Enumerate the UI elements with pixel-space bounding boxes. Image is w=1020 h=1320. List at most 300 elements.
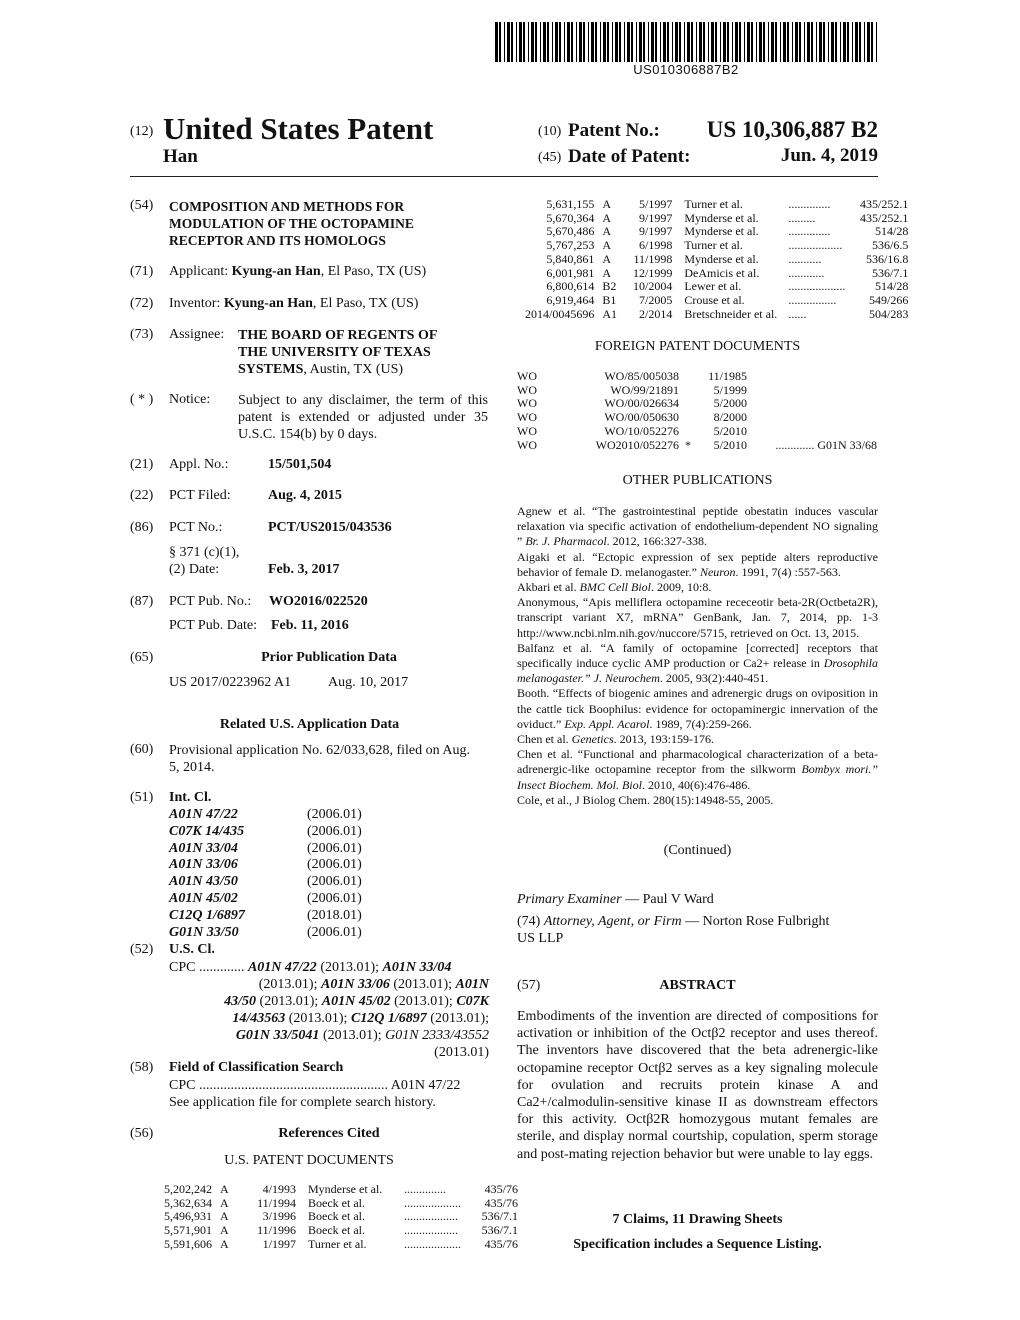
barcode-bar [747,22,750,62]
ref-class: 435/76 [484,1182,518,1196]
attorney-label: Attorney, Agent, or Firm [543,914,682,929]
ref-country: WO [517,382,537,397]
reference-row [160,1197,518,1211]
cpc-label: CPC [169,1078,196,1093]
ref-number: 5,362,634 [164,1195,212,1210]
publication-text: . 1989, 7(4):259-266. [649,716,752,731]
title-line: COMPOSITION AND METHODS FOR [169,199,405,214]
ref-number: 5,631,155 [546,197,595,211]
foreign-references [517,370,877,452]
prior-pub-heading: Prior Publication Data [261,650,397,665]
ref-class: 536/16.8 [866,251,909,266]
pct-no: PCT/US2015/043536 [268,520,392,535]
assignee-line: THE UNIVERSITY OF TEXAS [238,345,431,360]
barcode-bar [756,22,757,62]
ref-kind: A [602,224,612,239]
ref-country: WO [517,410,537,425]
inventor-field [169,296,418,312]
dot-leader: ................... [788,279,846,294]
int-cl-version: (2006.01) [307,874,362,890]
code-86: (86) [130,520,154,535]
cpc-line [169,959,489,976]
patent-no-label: Patent No.: [568,120,660,141]
reference-row [160,1183,518,1197]
provisional-text [169,742,470,776]
int-cl-row [169,925,429,942]
ref-country: WO [517,396,537,411]
patent-date: Jun. 4, 2019 [780,145,878,166]
barcode-bar [795,22,798,62]
attorney-firm: — Norton Rose Fulbright [681,914,830,929]
publication [517,550,878,580]
cpc-line [169,1010,489,1027]
ref-date: 11/1998 [633,251,673,266]
barcode-bar [864,22,865,62]
publication-journal: Neuron [699,564,736,579]
barcode-bar [735,22,738,62]
ref-kind: A [220,1236,229,1251]
code-51: (51) [130,790,154,805]
barcode-bar [787,22,789,62]
ref-class: 549/266 [869,292,909,307]
barcode-bar [720,22,721,62]
foreign-row [517,425,877,439]
code-56: (56) [130,1126,154,1141]
barcode-bar [867,22,870,62]
barcode-bar [643,22,645,62]
document-number: US010306887B2 [633,62,739,77]
reference-row [525,267,908,281]
barcode-bar [775,22,777,62]
barcode-bar [763,22,765,62]
barcode-bar [823,22,825,62]
barcode-bar [799,22,801,62]
barcode-bar [744,22,745,62]
prior-pub-date: Aug. 10, 2017 [328,675,409,690]
barcode-bar [699,22,702,62]
barcode-bar [715,22,717,62]
barcode-bar [564,22,565,62]
int-cl-version: (2018.01) [307,907,362,923]
barcode-bar [651,22,654,62]
barcode-bar [571,22,573,62]
barcode-bar [648,22,649,62]
ref-number: 5,496,931 [164,1209,212,1224]
pct-pub-date: Feb. 11, 2016 [271,618,349,633]
assignee-line: THE BOARD OF REGENTS OF [238,328,438,343]
barcode-bar [687,22,690,62]
ref-kind: A [220,1223,229,1238]
cpc-code: G01N 2333/43552 [385,1028,489,1043]
ref-number: 6,800,614 [546,279,595,294]
ref-star [679,397,697,411]
publication [517,595,878,641]
header-rule [130,176,878,177]
abstract-text: Embodiments of the invention are directed of compositions for activation or inhibition of the Octβ2 receptor and uses thereof. The inventors have discovered that the beta adrenergic-like octopamine receptor Octβ2 serves as a key signaling molecule for ovulation and recruits protein kinase A and Ca2+/calmodulin-sensitive kinase II as downstream effectors for this activity. Octβ2R homozygous mutant females are sterile, and display normal courtship, copulation, sperm storage and post-mating rejection behavior but were unable to lay eggs. [517,1009,878,1162]
references-heading: References Cited [278,1126,380,1141]
publication-journal: Genetics [571,732,614,747]
ref-star [679,425,697,439]
barcode-bar [675,22,678,62]
ref-class [747,411,877,425]
publication-text: Agnew et al. “The gastrointestinal peptide obestatin induces vascular relaxation via specific activation of endothelium-dependent NO signaling ” [517,504,878,549]
cpc-version: (2013.01); [256,994,322,1009]
publication-journal: Exp. Appl. Acarol [564,716,650,731]
publication-text: . 2010, 40(6):476-486. [641,777,751,792]
pct-pub-date-label: PCT Pub. Date: [169,618,258,633]
date-371-label: (2) Date: [169,562,220,577]
barcode-bar [528,22,529,62]
barcode-bar [576,22,577,62]
barcode-bar [627,22,630,62]
ref-class: 536/7.1 [481,1209,518,1224]
barcode-bar [615,22,618,62]
code-65: (65) [130,650,154,665]
int-cl-version: (2006.01) [307,924,362,940]
dot-leader: ............. [198,960,245,975]
barcode-bar [792,22,793,62]
attorney [517,913,829,947]
barcode-bar [727,22,729,62]
reference-row [525,198,908,212]
barcode-bar [631,22,633,62]
inventor-surname: Han [163,146,198,167]
ref-number: 5,591,606 [164,1236,212,1251]
cpc-code: A01N [455,977,489,992]
attorney-line [517,913,829,930]
int-cl-version: (2006.01) [307,807,362,822]
int-cl-row [169,874,429,891]
barcode-bar [696,22,697,62]
barcode-bar [495,22,498,62]
barcode-bar [711,22,714,62]
ref-name: Lewer et al. [684,279,742,294]
barcode-bar [567,22,570,62]
barcode-bar [591,22,594,62]
patent-number: US 10,306,887 B2 [706,117,878,142]
us-patent-docs-heading: U.S. PATENT DOCUMENTS [224,1153,394,1168]
ref-number: WO/99/21891 [610,382,679,397]
barcode-bar [511,22,513,62]
provisional-line: Provisional application No. 62/033,628, filed on Aug. [169,743,470,758]
barcode-bar [703,22,705,62]
code-10: (10) [538,124,562,139]
ref-date: 11/1994 [257,1195,296,1210]
ref-number: 5,767,253 [546,238,595,253]
ref-date: 3/1996 [262,1209,296,1224]
code-58: (58) [130,1060,154,1075]
applicant-label: Applicant: [169,264,229,279]
attorney-line: US LLP [517,931,564,946]
publication-text: . 1991, 7(4) :557-563. [735,564,841,579]
us-references-left [160,1183,518,1252]
barcode-bar [535,22,537,62]
code-71: (71) [130,264,154,279]
prior-pub-number: US 2017/0223962 A1 [169,675,292,690]
barcode [493,22,879,62]
reference-row [525,225,908,239]
ref-date: 6/1998 [639,238,673,253]
cpc-code: A01N 33/04 [382,960,452,975]
ref-date: 5/2000 [713,396,747,411]
cpc-code: C12Q 1/6897 [350,1011,427,1026]
ref-kind: B1 [602,292,617,307]
ref-kind: A [220,1182,229,1196]
barcode-bar [559,22,561,62]
barcode-bar [555,22,558,62]
barcode-bar [819,22,822,62]
ref-date: 5/1999 [713,382,747,397]
ref-date: 11/1996 [257,1223,296,1238]
int-cl-row [169,841,429,858]
notice-label: Notice: [169,392,211,407]
ref-date: 12/1999 [633,265,673,280]
date-371: Feb. 3, 2017 [268,562,340,577]
ref-date: 9/1997 [639,224,673,239]
ref-number: 2014/0045696 [525,306,595,321]
reference-row [525,294,908,308]
cpc-version: (2013.01); [389,977,456,992]
ref-date: 1/1997 [262,1236,296,1251]
barcode-bar [768,22,769,62]
int-cl-code: A01N 33/04 [169,840,238,856]
appl-no-label: Appl. No.: [169,457,229,472]
provisional-line: 5, 2014. [169,760,215,775]
code-12: (12) [130,124,154,139]
us-references-right [525,198,908,321]
barcode-bar [843,22,846,62]
ref-kind: A [602,197,612,211]
barcode-bar [607,22,609,62]
dot-leader: ................ [788,292,837,307]
dot-leader: ...... [788,306,807,321]
inventor-name: Kyung-an Han [223,296,313,311]
barcode-bar [519,22,522,62]
publication-journal: BMC Cell Biol [579,580,651,595]
cpc-code: 14/43563 [232,1011,286,1026]
dot-leader: .............. [788,224,831,239]
publication-text: . 2013, 193:159-176. [613,732,714,747]
foreign-row [517,397,877,411]
appl-no: 15/501,504 [268,457,332,472]
cpc-code: G01N 33/5041 [235,1028,320,1043]
ref-number: 5,670,486 [546,224,595,239]
ref-name: Mynderse et al. [684,224,759,239]
int-cl-version: (2006.01) [307,891,362,906]
publication-text: Balfanz et al. “A family of octopamine [corrected] receptors that specifically induce cyclic AMP production or Ca2+ release in [517,640,878,671]
other-publications [517,504,878,808]
cpc-code: A01N 47/22 [247,960,317,975]
ref-number: 6,919,464 [546,292,595,307]
ref-star [679,384,697,398]
cpc-version: (2013.01); [316,960,383,975]
ref-number: 5,670,364 [546,210,595,225]
publication-text: Cole, et al., J Biolog Chem. 280(15):14948-55, 2005. [517,792,774,807]
search-cpc: A01N 47/22 [390,1078,461,1093]
publication-text: Aigaki et al. “Ectopic expression of sex peptide alters reproductive behavior of female D. melanogaster.” [517,549,878,579]
ref-number: WO2010/052276 [595,437,679,452]
int-cl-code: A01N 33/06 [169,857,238,873]
dot-leader: ...................................................... [198,1078,388,1093]
barcode-bar [543,22,546,62]
int-cl-version: (2006.01) [307,840,362,856]
ref-name: Crouse et al. [684,292,745,307]
ref-name: Boeck et al. [308,1195,365,1210]
us-cl-cpc [169,959,489,1061]
publication [517,793,878,808]
ref-country: WO [517,437,537,452]
assignee-bold: SYSTEMS [238,362,304,377]
barcode-bar [807,22,810,62]
code-87: (87) [130,594,154,609]
code-21: (21) [130,457,154,472]
publication-text: Akbari et al. [517,580,580,595]
cpc-version: (2013.01); [390,994,457,1009]
int-cl-row [169,857,429,874]
reference-row [525,212,908,226]
publication [517,732,878,747]
barcode-bar [780,22,781,62]
applicant-field [169,264,426,280]
int-cl-row [169,807,429,824]
publication-text: Anonymous, “Apis melliflera octopamine receceotir beta-2R(Octbeta2R), transcript variant X7, mRNA” GenBank, Jan. 7, 2014, pp. 1-3 http://www.ncbi.nlm.nih.gov/nuccore/5715, retrieved on Oct. 13, 2015. [517,595,878,640]
barcode-bar [523,22,525,62]
ref-class: 435/252.1 [860,197,909,211]
ref-kind: A [602,265,612,280]
barcode-bar [588,22,589,62]
code-22: (22) [130,488,154,503]
cpc-line: (2013.01) [434,1045,489,1060]
barcode-bar [672,22,673,62]
cpc-code: C07K [456,994,489,1009]
section-371: § 371 (c)(1), [169,545,240,560]
pct-filed: Aug. 4, 2015 [268,488,342,503]
ref-kind: A [220,1195,229,1210]
invention-title [169,198,414,249]
cpc-line [169,976,489,993]
ref-number: 5,202,242 [164,1182,212,1196]
field-search-cpc [169,1077,489,1111]
barcode-bar [691,22,693,62]
barcode-bar [859,22,861,62]
ref-date: 8/2000 [713,410,747,425]
ref-number: WO/10/052276 [604,423,679,438]
ref-name: Mynderse et al. [308,1182,383,1196]
barcode-bar [871,22,873,62]
ref-name: Mynderse et al. [684,210,759,225]
applicant-name: Kyung-an Han [231,264,321,279]
barcode-bar [852,22,853,62]
ref-class: ............. G01N 33/68 [775,437,877,452]
ref-date: 4/1993 [262,1182,296,1196]
ref-class: 536/6.5 [872,238,909,253]
publication [517,504,878,550]
search-note: See application file for complete search history. [169,1095,436,1110]
foreign-row [517,384,877,398]
ref-kind: A [602,251,612,266]
dot-leader: ................... [404,1195,461,1210]
ref-name: DeAmicis et al. [684,265,760,280]
claims-count: 7 Claims, 11 Drawing Sheets [612,1212,783,1227]
barcode-bar [583,22,585,62]
search-line [169,1077,489,1094]
sequence-listing: Specification includes a Sequence Listing. [573,1237,822,1252]
publication [517,580,878,595]
publication-journal: Br. J. Pharmacol [525,534,607,549]
inventor-location: , El Paso, TX (US) [312,296,419,311]
reference-row [160,1238,518,1252]
ref-number: 6,001,981 [546,265,595,280]
cpc-version: (2013.01); [258,977,321,992]
ref-star [679,411,697,425]
ref-number: WO/00/026634 [604,396,679,411]
int-cl-row [169,891,429,908]
ref-class: 514/28 [875,224,909,239]
dot-leader: ........... [788,251,822,266]
title-line: MODULATION OF THE OCTOPAMINE [169,216,414,231]
ref-kind: A1 [602,306,618,321]
ref-class: 514/28 [875,279,909,294]
ref-kind: A [220,1209,229,1224]
ref-class: 504/283 [869,306,909,321]
int-cl-code: A01N 45/02 [169,891,238,906]
assignee-name [238,327,437,378]
code-60: (60) [130,742,154,757]
ref-date: 5/2010 [713,437,747,452]
cpc-label: CPC [169,960,196,975]
int-cl-row [169,908,429,925]
publication-text: Chen et al. [517,732,572,747]
dot-leader: .................. [404,1223,458,1238]
barcode-bar [723,22,726,62]
ref-date: 10/2004 [633,279,673,294]
publication-text: Booth. “Effects of biogenic amines and adrenergic drugs on oviposition in the cattle tick Boophilus: evidence for octopaminergic innervation of the oviduct.” [517,686,878,731]
applicant-location: , El Paso, TX (US) [320,264,427,279]
dot-leader: .................. [788,238,843,253]
barcode-bar [783,22,786,62]
ref-date: 2/2014 [639,306,673,321]
ref-star: * [685,437,691,452]
ref-class: 435/252.1 [860,210,909,225]
notice-line: U.S.C. 154(b) by 0 days. [238,427,378,442]
assignee-location: , Austin, TX (US) [303,362,404,377]
int-cl-code: G01N 33/50 [169,924,239,940]
int-cl-code: C07K 14/435 [169,823,245,839]
reference-row [525,280,908,294]
barcode-bar [624,22,625,62]
barcode-bar [499,22,501,62]
examiner-label: Primary Examiner [517,892,622,907]
barcode-bar [732,22,733,62]
dot-leader: ............ [788,265,825,280]
publication [517,686,878,732]
barcode-bar [619,22,621,62]
barcode-bar [679,22,681,62]
cpc-version: (2013.01); [426,1011,489,1026]
int-cl-label: Int. Cl. [169,790,212,805]
publication-text: . 2012, 166:327-338. [606,534,707,549]
barcode-bar [663,22,666,62]
pct-filed-label: PCT Filed: [169,488,231,503]
ref-date: 7/2005 [639,292,673,307]
publication [517,641,878,687]
ref-kind: A [602,238,612,253]
ref-star [679,370,697,384]
barcode-bar [828,22,829,62]
publication [517,747,878,793]
reference-row [160,1224,518,1238]
barcode-bar [547,22,549,62]
